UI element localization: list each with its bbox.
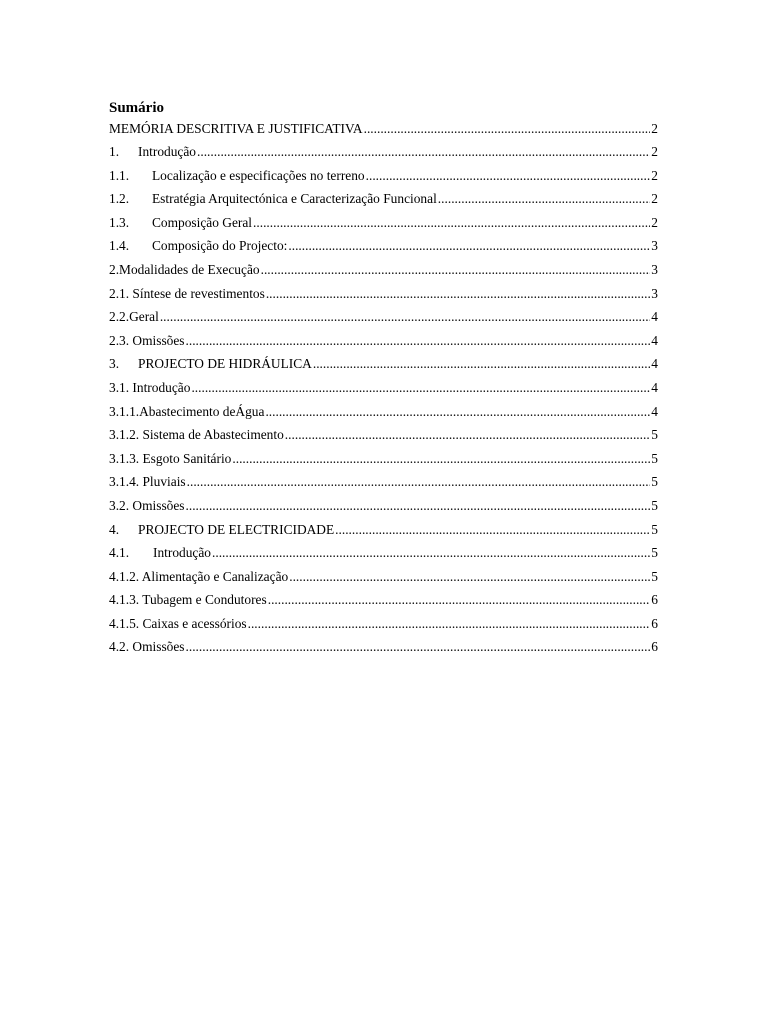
toc-entry-number: 1.1. (109, 167, 130, 183)
toc-entry-label: 3.1.1.Abastecimento deÁgua (109, 403, 265, 419)
toc-dot-leader (335, 518, 650, 542)
toc-dot-leader (212, 541, 650, 565)
toc-entry-label: 3.1.2. Sistema de Abastecimento (109, 427, 284, 443)
toc-entry-page: 5 (651, 450, 658, 466)
toc-dot-leader (191, 376, 650, 400)
toc-entry-page: 3 (651, 238, 658, 254)
toc-entry[interactable] (109, 187, 658, 211)
toc-dot-leader (285, 423, 651, 447)
toc-entry-label: 3.1.3. Esgoto Sanitário (109, 450, 232, 466)
toc-entry-number: 1.3. (109, 214, 130, 230)
toc-entry-label: 3.2. Omissões (109, 497, 185, 513)
toc-entry-number: 1.4. (109, 238, 130, 254)
toc-entry-page: 4 (651, 332, 658, 348)
toc-entry[interactable] (109, 470, 658, 494)
toc-dot-leader (268, 588, 651, 612)
toc-dot-leader (232, 447, 650, 471)
toc-entry[interactable] (109, 329, 658, 353)
toc-entry-label: 4.1.3. Tubagem e Condutores (109, 592, 267, 608)
toc-entry[interactable] (109, 234, 658, 258)
toc-entry-page: 5 (651, 474, 658, 490)
toc-dot-leader (186, 494, 651, 518)
toc-dot-leader (187, 470, 651, 494)
toc-entry-label: Composição do Projecto: (152, 238, 288, 254)
toc-entry-number: 4. (109, 521, 120, 537)
toc-entry-page: 5 (651, 568, 658, 584)
toc-entry-label: 2.2.Geral (109, 309, 159, 325)
toc-dot-leader (289, 565, 650, 589)
toc-entry-number: 1. (109, 144, 120, 159)
toc-entry-label: 3.1.4. Pluviais (109, 474, 186, 490)
toc-entry-label: MEMÓRIA DESCRITIVA E JUSTIFICATIVA (109, 121, 363, 136)
toc-entry-label: Introdução (138, 144, 197, 159)
toc-dot-leader (197, 140, 650, 164)
toc-entry-page: 2 (651, 191, 658, 207)
toc-entry-label: 3.1. Introdução (109, 379, 191, 395)
toc-entry-page: 5 (651, 545, 658, 561)
toc-dot-leader (186, 329, 651, 353)
toc-entry-page: 6 (651, 639, 658, 655)
toc-entry-page: 6 (651, 615, 658, 631)
toc-entry-page: 3 (651, 285, 658, 301)
toc-entry-page: 4 (651, 309, 658, 325)
toc-entry-page: 3 (651, 261, 658, 277)
toc-entry[interactable] (109, 447, 658, 471)
toc-dot-leader (261, 258, 651, 282)
toc-entry[interactable] (109, 305, 658, 329)
toc-entry[interactable] (109, 140, 658, 164)
toc-entry-page: 5 (651, 427, 658, 443)
toc-entry-page: 5 (651, 521, 658, 537)
toc-entry-label: Composição Geral (152, 214, 253, 230)
toc-entry-page: 2 (651, 167, 658, 183)
toc-entry-label: 2.3. Omissões (109, 332, 185, 348)
toc-entry[interactable] (109, 352, 658, 376)
toc-entry-number: 3. (109, 356, 120, 372)
toc-entry-label: 2.Modalidades de Execução (109, 261, 260, 277)
toc-entry[interactable] (109, 117, 658, 140)
toc-entry[interactable] (109, 518, 658, 542)
table-of-contents (109, 100, 658, 659)
toc-entry-label: 4.1.2. Alimentação e Canalização (109, 568, 289, 584)
toc-entry-page: 6 (651, 592, 658, 608)
toc-entry-label: PROJECTO DE HIDRÁULICA (138, 356, 312, 372)
toc-entry[interactable] (109, 376, 658, 400)
toc-dot-leader (438, 187, 651, 211)
toc-entry[interactable] (109, 635, 658, 659)
toc-entry-page: 5 (651, 497, 658, 513)
toc-entry-page: 2 (651, 214, 658, 230)
toc-entry[interactable] (109, 588, 658, 612)
toc-entry[interactable] (109, 423, 658, 447)
toc-entry-label: Estratégia Arquitectónica e Caracterização Funcional (152, 191, 437, 207)
toc-entry-label: Introdução (153, 545, 212, 561)
toc-entry[interactable] (109, 164, 658, 188)
toc-entry-label: 4.2. Omissões (109, 639, 185, 655)
toc-entry-label: 4.1.5. Caixas e acessórios (109, 615, 247, 631)
toc-entry-page: 2 (651, 121, 658, 136)
toc-entry-page: 4 (651, 403, 658, 419)
toc-entry-number: 1.2. (109, 191, 130, 207)
toc-entry-number: 4.1. (109, 545, 130, 561)
toc-dot-leader (266, 282, 650, 306)
toc-list (109, 117, 658, 659)
toc-entry-page: 2 (651, 144, 658, 159)
toc-entry-label: Localização e especificações no terreno (152, 167, 365, 183)
toc-dot-leader (288, 234, 650, 258)
toc-entry[interactable] (109, 211, 658, 235)
toc-entry[interactable] (109, 494, 658, 518)
toc-entry[interactable] (109, 541, 658, 565)
toc-entry[interactable] (109, 400, 658, 424)
toc-entry-page: 4 (651, 356, 658, 372)
toc-dot-leader (366, 164, 651, 188)
toc-entry[interactable] (109, 258, 658, 282)
toc-dot-leader (160, 305, 650, 329)
toc-dot-leader (248, 612, 651, 636)
toc-entry[interactable] (109, 565, 658, 589)
toc-dot-leader (253, 211, 650, 235)
toc-entry-label: PROJECTO DE ELECTRICIDADE (138, 521, 335, 537)
toc-entry[interactable] (109, 612, 658, 636)
toc-entry-label: 2.1. Síntese de revestimentos (109, 285, 265, 301)
toc-entry[interactable] (109, 282, 658, 306)
toc-dot-leader (364, 117, 651, 140)
toc-dot-leader (186, 635, 651, 659)
toc-title: Sumário (109, 100, 165, 116)
toc-entry-page: 4 (651, 379, 658, 395)
toc-dot-leader (313, 352, 650, 376)
toc-dot-leader (265, 400, 650, 424)
